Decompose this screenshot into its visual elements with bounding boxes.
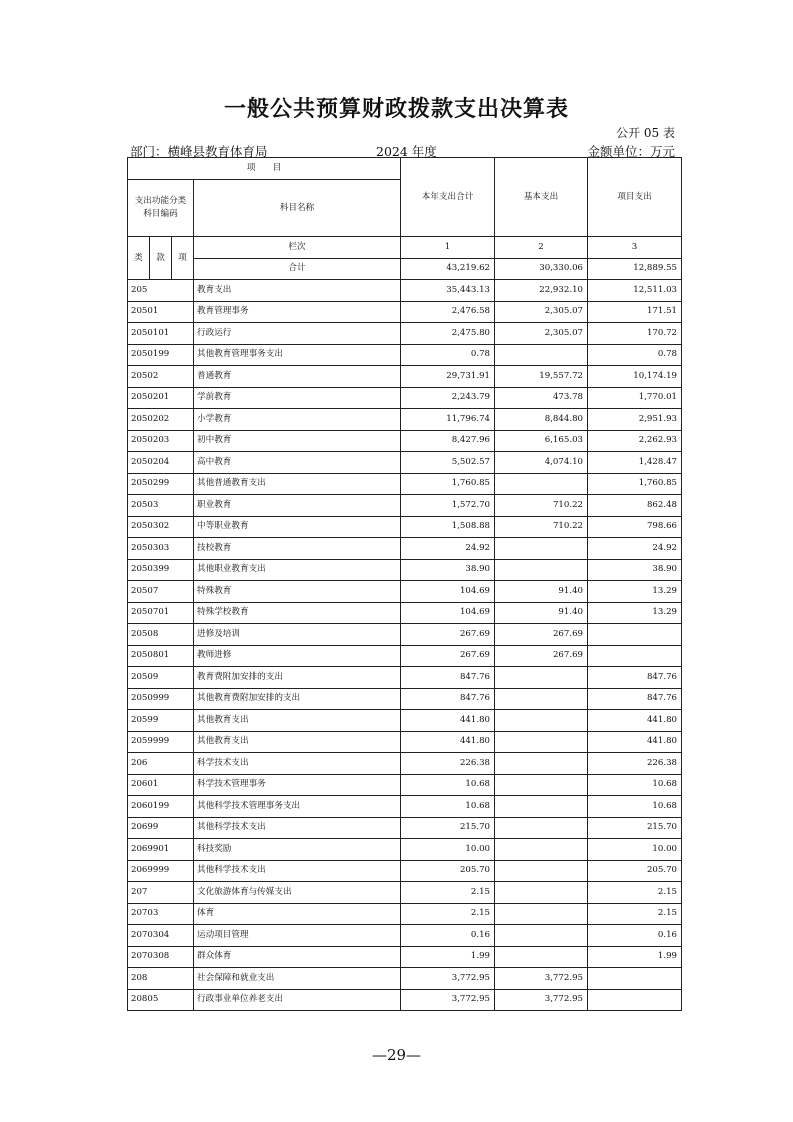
row-project: 10.68 — [588, 796, 682, 818]
row-name: 其他教育支出 — [194, 710, 401, 732]
header-kuan: 款 — [150, 237, 172, 280]
row-total: 104.69 — [401, 602, 495, 624]
row-project: 798.66 — [588, 516, 682, 538]
row-total: 267.69 — [401, 624, 495, 646]
row-total: 2,476.58 — [401, 301, 495, 323]
row-project: 38.90 — [588, 559, 682, 581]
col-number-3: 3 — [588, 237, 682, 259]
row-project: 226.38 — [588, 753, 682, 775]
row-total: 205.70 — [401, 860, 495, 882]
table-row — [128, 839, 682, 861]
row-name: 科技奖励 — [194, 839, 401, 861]
row-name: 科学技术管理事务 — [194, 774, 401, 796]
row-code: 20599 — [128, 710, 194, 732]
table-row — [128, 946, 682, 968]
header-code-group: 支出功能分类 科目编码 — [128, 180, 194, 237]
row-basic — [495, 667, 588, 689]
header-project: 项 目 — [128, 158, 401, 180]
row-code: 2050303 — [128, 538, 194, 560]
row-total: 10.00 — [401, 839, 495, 861]
row-project: 847.76 — [588, 667, 682, 689]
row-name: 其他教育管理事务支出 — [194, 344, 401, 366]
form-number: 公开 05 表 — [616, 126, 675, 140]
row-project — [588, 624, 682, 646]
row-total: 1.99 — [401, 946, 495, 968]
row-name: 特殊教育 — [194, 581, 401, 603]
row-code: 20503 — [128, 495, 194, 517]
row-basic — [495, 688, 588, 710]
table-row — [128, 710, 682, 732]
row-basic: 710.22 — [495, 516, 588, 538]
row-total: 2,243.79 — [401, 387, 495, 409]
row-basic — [495, 796, 588, 818]
row-code: 2050204 — [128, 452, 194, 474]
row-basic — [495, 753, 588, 775]
table-row — [128, 538, 682, 560]
row-code: 20703 — [128, 903, 194, 925]
row-total: 1,760.85 — [401, 473, 495, 495]
row-basic: 4,074.10 — [495, 452, 588, 474]
row-basic — [495, 473, 588, 495]
row-basic — [495, 344, 588, 366]
header-xiang: 项 — [172, 237, 194, 280]
table-row — [128, 301, 682, 323]
row-name: 中等职业教育 — [194, 516, 401, 538]
row-code: 20508 — [128, 624, 194, 646]
row-code: 2050199 — [128, 344, 194, 366]
row-basic: 22,932.10 — [495, 280, 588, 302]
table-row — [128, 452, 682, 474]
table-row — [128, 968, 682, 990]
row-code: 2050202 — [128, 409, 194, 431]
row-code: 206 — [128, 753, 194, 775]
table-row — [128, 774, 682, 796]
row-basic: 3,772.95 — [495, 989, 588, 1011]
table-row — [128, 645, 682, 667]
row-project: 13.29 — [588, 581, 682, 603]
table-row — [128, 581, 682, 603]
row-code: 20601 — [128, 774, 194, 796]
row-code: 2050201 — [128, 387, 194, 409]
table-row — [128, 323, 682, 345]
row-basic — [495, 925, 588, 947]
table-row — [128, 817, 682, 839]
header-basic: 基本支出 — [495, 158, 588, 237]
col-number-1: 1 — [401, 237, 495, 259]
row-project: 24.92 — [588, 538, 682, 560]
table-row — [128, 516, 682, 538]
row-name: 社会保障和就业支出 — [194, 968, 401, 990]
row-code: 2069901 — [128, 839, 194, 861]
row-name: 教师进修 — [194, 645, 401, 667]
row-name: 职业教育 — [194, 495, 401, 517]
row-code: 2050999 — [128, 688, 194, 710]
table-row — [128, 903, 682, 925]
row-basic — [495, 710, 588, 732]
table-row — [128, 344, 682, 366]
page-number: —29— — [371, 1046, 422, 1064]
row-project: 1,428.47 — [588, 452, 682, 474]
table-row — [128, 280, 682, 302]
fiscal-year: 2024 年度 — [376, 144, 437, 159]
row-basic — [495, 559, 588, 581]
row-total: 1,508.88 — [401, 516, 495, 538]
row-code: 2050299 — [128, 473, 194, 495]
row-code: 20501 — [128, 301, 194, 323]
table-row — [128, 753, 682, 775]
header-total: 本年支出合计 — [401, 158, 495, 237]
table-row — [128, 731, 682, 753]
row-code: 20509 — [128, 667, 194, 689]
row-basic — [495, 817, 588, 839]
row-project: 205.70 — [588, 860, 682, 882]
row-total: 10.68 — [401, 796, 495, 818]
row-project: 2,951.93 — [588, 409, 682, 431]
row-name: 小学教育 — [194, 409, 401, 431]
row-name: 群众体育 — [194, 946, 401, 968]
table-row — [128, 989, 682, 1011]
row-project: 2,262.93 — [588, 430, 682, 452]
row-code: 2069999 — [128, 860, 194, 882]
table-row — [128, 796, 682, 818]
row-basic: 91.40 — [495, 581, 588, 603]
department-label: 部门：横峰县教育体育局 — [130, 144, 268, 159]
row-code: 20507 — [128, 581, 194, 603]
row-total: 0.78 — [401, 344, 495, 366]
row-basic: 2,305.07 — [495, 301, 588, 323]
table-row — [128, 688, 682, 710]
row-project — [588, 968, 682, 990]
row-code: 20502 — [128, 366, 194, 388]
row-total: 38.90 — [401, 559, 495, 581]
sum-total: 43,219.62 — [401, 258, 495, 280]
row-code: 205 — [128, 280, 194, 302]
row-name: 运动项目管理 — [194, 925, 401, 947]
table-row — [128, 495, 682, 517]
row-project: 2.15 — [588, 882, 682, 904]
table-row — [128, 473, 682, 495]
page-title: 一般公共预算财政拨款支出决算表 — [223, 97, 569, 122]
sum-project: 12,889.55 — [588, 258, 682, 280]
row-basic — [495, 903, 588, 925]
row-name: 文化旅游体育与传媒支出 — [194, 882, 401, 904]
row-name: 其他教育支出 — [194, 731, 401, 753]
row-basic — [495, 774, 588, 796]
header-lanci: 栏次 — [194, 237, 401, 259]
table-row — [128, 366, 682, 388]
row-name: 高中教育 — [194, 452, 401, 474]
row-code: 2060199 — [128, 796, 194, 818]
row-basic: 710.22 — [495, 495, 588, 517]
row-basic: 19,557.72 — [495, 366, 588, 388]
row-project: 847.76 — [588, 688, 682, 710]
row-code: 2050701 — [128, 602, 194, 624]
row-name: 其他科学技术管理事务支出 — [194, 796, 401, 818]
header-project-expense: 项目支出 — [588, 158, 682, 237]
row-name: 体育 — [194, 903, 401, 925]
row-name: 特殊学校教育 — [194, 602, 401, 624]
row-total: 3,772.95 — [401, 989, 495, 1011]
row-name: 普通教育 — [194, 366, 401, 388]
row-total: 2,475.80 — [401, 323, 495, 345]
row-total: 8,427.96 — [401, 430, 495, 452]
row-name: 其他教育费附加安排的支出 — [194, 688, 401, 710]
row-name: 技校教育 — [194, 538, 401, 560]
row-basic: 8,844.80 — [495, 409, 588, 431]
row-total: 11,796.74 — [401, 409, 495, 431]
row-total: 5,502.57 — [401, 452, 495, 474]
row-name: 其他职业教育支出 — [194, 559, 401, 581]
row-total: 847.76 — [401, 667, 495, 689]
table-row — [128, 409, 682, 431]
row-basic: 267.69 — [495, 624, 588, 646]
row-name: 教育费附加安排的支出 — [194, 667, 401, 689]
table-row — [128, 387, 682, 409]
table-row — [128, 430, 682, 452]
row-code: 20699 — [128, 817, 194, 839]
row-code: 208 — [128, 968, 194, 990]
row-project: 215.70 — [588, 817, 682, 839]
row-code: 2050101 — [128, 323, 194, 345]
row-project: 170.72 — [588, 323, 682, 345]
row-total: 441.80 — [401, 731, 495, 753]
table-row — [128, 882, 682, 904]
header-lei: 类 — [128, 237, 150, 280]
table-row — [128, 860, 682, 882]
col-number-2: 2 — [495, 237, 588, 259]
row-basic — [495, 860, 588, 882]
row-total: 2.15 — [401, 882, 495, 904]
row-name: 其他科学技术支出 — [194, 860, 401, 882]
row-code: 207 — [128, 882, 194, 904]
expenditure-table — [127, 157, 682, 1011]
row-total: 24.92 — [401, 538, 495, 560]
row-total: 0.16 — [401, 925, 495, 947]
row-basic — [495, 839, 588, 861]
row-name: 进修及培训 — [194, 624, 401, 646]
row-code: 2070304 — [128, 925, 194, 947]
row-total: 1,572.70 — [401, 495, 495, 517]
row-basic: 6,165.03 — [495, 430, 588, 452]
table-row — [128, 925, 682, 947]
row-name: 学前教育 — [194, 387, 401, 409]
row-code: 2059999 — [128, 731, 194, 753]
row-basic — [495, 882, 588, 904]
row-basic: 2,305.07 — [495, 323, 588, 345]
row-name: 科学技术支出 — [194, 753, 401, 775]
row-code: 2050399 — [128, 559, 194, 581]
row-project: 10,174.19 — [588, 366, 682, 388]
row-total: 3,772.95 — [401, 968, 495, 990]
table-row — [128, 667, 682, 689]
row-total: 2.15 — [401, 903, 495, 925]
row-total: 29,731.91 — [401, 366, 495, 388]
table-row — [128, 559, 682, 581]
row-code: 2050302 — [128, 516, 194, 538]
row-total: 35,443.13 — [401, 280, 495, 302]
row-name: 行政事业单位养老支出 — [194, 989, 401, 1011]
row-code: 2050801 — [128, 645, 194, 667]
row-project: 441.80 — [588, 731, 682, 753]
row-project: 1,760.85 — [588, 473, 682, 495]
header-name: 科目名称 — [194, 180, 401, 237]
row-total: 10.68 — [401, 774, 495, 796]
row-code: 20805 — [128, 989, 194, 1011]
row-name: 其他普通教育支出 — [194, 473, 401, 495]
table-row — [128, 602, 682, 624]
row-project — [588, 989, 682, 1011]
row-total: 226.38 — [401, 753, 495, 775]
row-project: 862.48 — [588, 495, 682, 517]
sum-label: 合计 — [194, 258, 401, 280]
amount-unit: 金额单位：万元 — [587, 144, 675, 159]
row-project: 10.68 — [588, 774, 682, 796]
row-basic: 3,772.95 — [495, 968, 588, 990]
row-name: 行政运行 — [194, 323, 401, 345]
row-project: 0.78 — [588, 344, 682, 366]
row-basic — [495, 538, 588, 560]
row-total: 215.70 — [401, 817, 495, 839]
row-total: 847.76 — [401, 688, 495, 710]
row-total: 267.69 — [401, 645, 495, 667]
row-project: 2.15 — [588, 903, 682, 925]
row-name: 教育支出 — [194, 280, 401, 302]
row-code: 2070308 — [128, 946, 194, 968]
sum-basic: 30,330.06 — [495, 258, 588, 280]
row-project: 171.51 — [588, 301, 682, 323]
row-project: 1,770.01 — [588, 387, 682, 409]
row-basic — [495, 731, 588, 753]
row-basic: 267.69 — [495, 645, 588, 667]
row-project: 1.99 — [588, 946, 682, 968]
row-total: 441.80 — [401, 710, 495, 732]
row-total: 104.69 — [401, 581, 495, 603]
row-project — [588, 645, 682, 667]
row-project: 441.80 — [588, 710, 682, 732]
row-project: 0.16 — [588, 925, 682, 947]
row-project: 13.29 — [588, 602, 682, 624]
row-name: 教育管理事务 — [194, 301, 401, 323]
row-basic: 91.40 — [495, 602, 588, 624]
table-row — [128, 624, 682, 646]
row-basic — [495, 946, 588, 968]
row-name: 其他科学技术支出 — [194, 817, 401, 839]
row-project: 12,511.03 — [588, 280, 682, 302]
row-project: 10.00 — [588, 839, 682, 861]
row-code: 2050203 — [128, 430, 194, 452]
row-name: 初中教育 — [194, 430, 401, 452]
row-basic: 473.78 — [495, 387, 588, 409]
